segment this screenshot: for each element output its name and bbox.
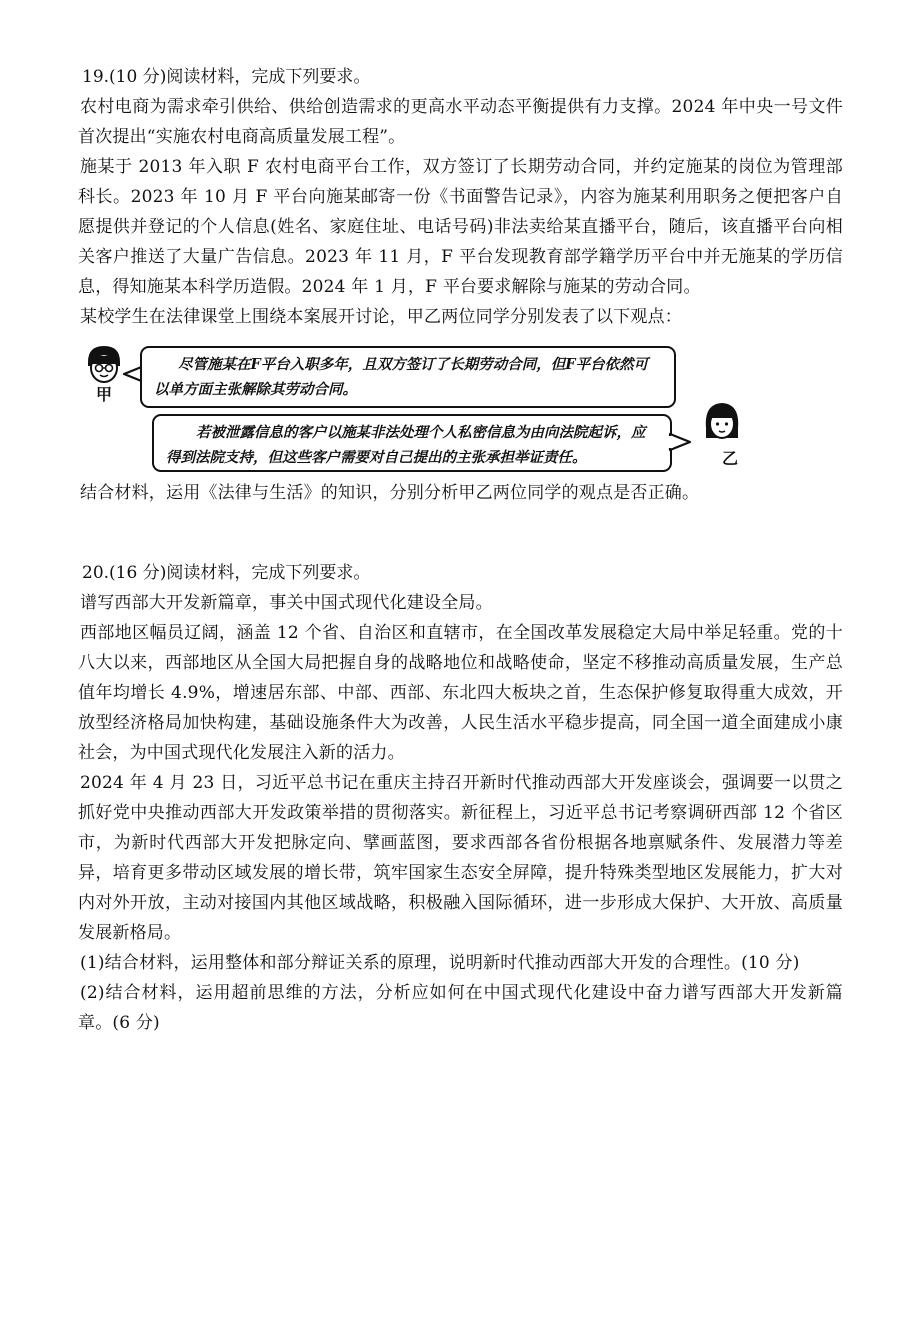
- section-spacer: [78, 508, 843, 558]
- question-20-heading: 20.(16 分)阅读材料，完成下列要求。: [82, 563, 371, 583]
- question-19-paragraph-1: 农村电商为需求牵引供给、供给创造需求的更高水平动态平衡提供有力支撑。2024 年中央一号文件首次提出“实施农村电商高质量发展工程”。: [78, 97, 843, 147]
- question-20-paragraph-3: 2024 年 4 月 23 日，习近平总书记在重庆主持召开新时代推动西部大开发座谈会，强调要一以贯之抓好党中央推动西部大开发政策举措的贯彻落实。新征程上，习近平总书记考察调研西部 12 个省区市，为新时代西部大开发把脉定向、擘画蓝图，要求西部各省份根据各地禀赋条件、发展潜力等差异，培育更多带动区域发展的增长带，筑牢国家生态安全屏障，提升特殊类型地区发展能力，扩大对内对外开放，主动对接国内其他区域战略，积极融入国际循环，进一步形成大保护、大开放、高质量发展新格局。: [78, 773, 843, 943]
- speaker-yi-label: 乙: [722, 449, 739, 468]
- question-20: [78, 558, 843, 1038]
- question-19-task: 结合材料，运用《法律与生活》的知识，分别分析甲乙两位同学的观点是否正确。: [80, 483, 700, 503]
- bubble-2-tail: [668, 432, 692, 452]
- speech-bubble-yi: 若被泄露信息的客户以施某非法处理个人私密信息为由向法院起诉，应得到法院支持，但这些客户需要对自己提出的主张承担举证责任。: [152, 414, 672, 472]
- question-20-paragraph-2: 西部地区幅员辽阔，涵盖 12 个省、自治区和直辖市，在全国改革发展稳定大局中举足轻重。党的十八大以来，西部地区从全国大局把握自身的战略地位和战略使命，坚定不移推动高质量发展，生产总值年均增长 4.9%，增速居东部、中部、西部、东北四大板块之首，生态保护修复取得重大成效，开放型经济格局加快构建，基础设施条件大为改善，人民生活水平稳步提高，同全国一道全面建成小康社会，为中国式现代化发展注入新的活力。: [78, 623, 843, 763]
- student-yi-avatar-icon: [700, 398, 748, 452]
- question-19-paragraph-3: 某校学生在法律课堂上围绕本案展开讨论，甲乙两位同学分别发表了以下观点：: [80, 307, 682, 327]
- question-20-subquestion-1: (1)结合材料，运用整体和部分辩证关系的原理，说明新时代推动西部大开发的合理性。(10 分): [80, 953, 800, 973]
- question-20-paragraph-1: 谱写西部大开发新篇章，事关中国式现代化建设全局。: [80, 593, 493, 613]
- speech-bubble-jia-text: 尽管施某在F平台入职多年，且双方签订了长期劳动合同，但F平台依然可以单方面主张解除其劳动合同。: [154, 356, 649, 398]
- speech-bubble-jia: [140, 346, 676, 408]
- question-19-heading: 19.(10 分)阅读材料，完成下列要求。: [82, 67, 371, 87]
- discussion-illustration: [78, 338, 843, 470]
- question-20-subquestion-2: (2)结合材料，运用超前思维的方法，分析应如何在中国式现代化建设中奋力谱写西部大开发新篇章。(6 分): [78, 983, 843, 1033]
- question-19-paragraph-2: 施某于 2013 年入职 F 农村电商平台工作，双方签订了长期劳动合同，并约定施某的岗位为管理部科长。2023 年 10 月 F 平台向施某邮寄一份《书面警告记录》，内容为施某利用职务之便把客户自愿提供并登记的个人信息(姓名、家庭住址、电话号码)非法卖给某直播平台，随后，该直播平台向相关客户推送了大量广告信息。2023 年 11 月，F 平台发现教育部学籍学历平台中并无施某的学历信息，得知施某本科学历造假。2024 年 1 月，F 平台要求解除与施某的劳动合同。: [78, 157, 843, 297]
- question-19: [78, 62, 843, 508]
- exam-page: [78, 62, 843, 1038]
- speaker-jia-label: 甲: [96, 385, 113, 404]
